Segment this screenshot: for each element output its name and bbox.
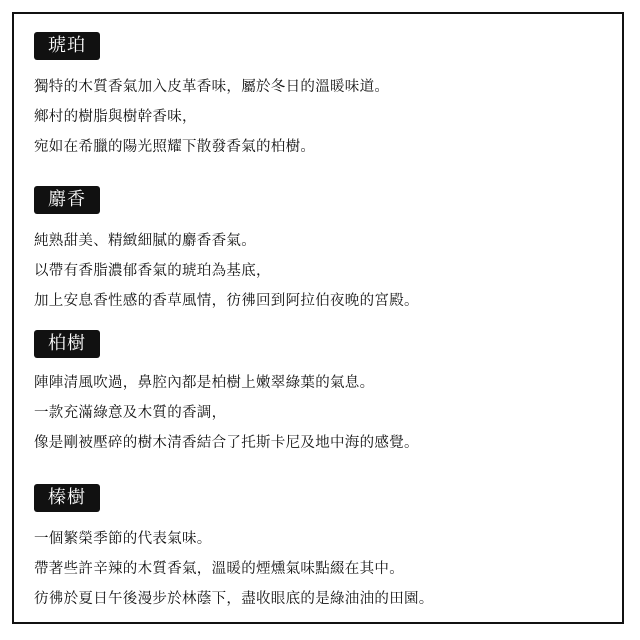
section-hazel: [34, 484, 614, 614]
section-title-tag: 麝香: [34, 186, 100, 214]
section-description: [34, 368, 614, 458]
description-line: 彷彿於夏日午後漫步於林蔭下，盡收眼底的是綠油油的田園。: [34, 591, 434, 607]
description-line: 一個繁榮季節的代表氣味。: [34, 531, 212, 547]
section-title-tag: 榛樹: [34, 484, 100, 512]
section-description: [34, 524, 614, 614]
description-line: 獨特的木質香氣加入皮革香味，屬於冬日的溫暖味道。: [34, 79, 390, 95]
description-line: 像是剛被壓碎的樹木清香結合了托斯卡尼及地中海的感覺。: [34, 435, 419, 451]
description-line: 鄉村的樹脂與樹幹香味，: [34, 109, 197, 125]
section-description: [34, 72, 614, 162]
description-line: 帶著些許辛辣的木質香氣，溫暖的煙燻氣味點綴在其中。: [34, 561, 404, 577]
description-line: 陣陣清風吹過，鼻腔內都是柏樹上嫩翠綠葉的氣息。: [34, 375, 375, 391]
content-frame: [12, 12, 624, 624]
description-line: 宛如在希臘的陽光照耀下散發香氣的柏樹。: [34, 139, 316, 155]
description-line: 以帶有香脂濃郁香氣的琥珀為基底，: [34, 263, 271, 279]
section-title-tag: 琥珀: [34, 32, 100, 60]
description-line: 純熟甜美、精緻細膩的麝香香氣。: [34, 233, 256, 249]
section-musk: [34, 186, 614, 316]
description-line: 加上安息香性感的香草風情，彷彿回到阿拉伯夜晚的宮殿。: [34, 293, 419, 309]
section-title-tag: 柏樹: [34, 330, 100, 358]
section-description: [34, 226, 614, 316]
section-cypress: [34, 330, 614, 458]
section-amber: [34, 32, 614, 162]
description-line: 一款充滿綠意及木質的香調，: [34, 405, 227, 421]
